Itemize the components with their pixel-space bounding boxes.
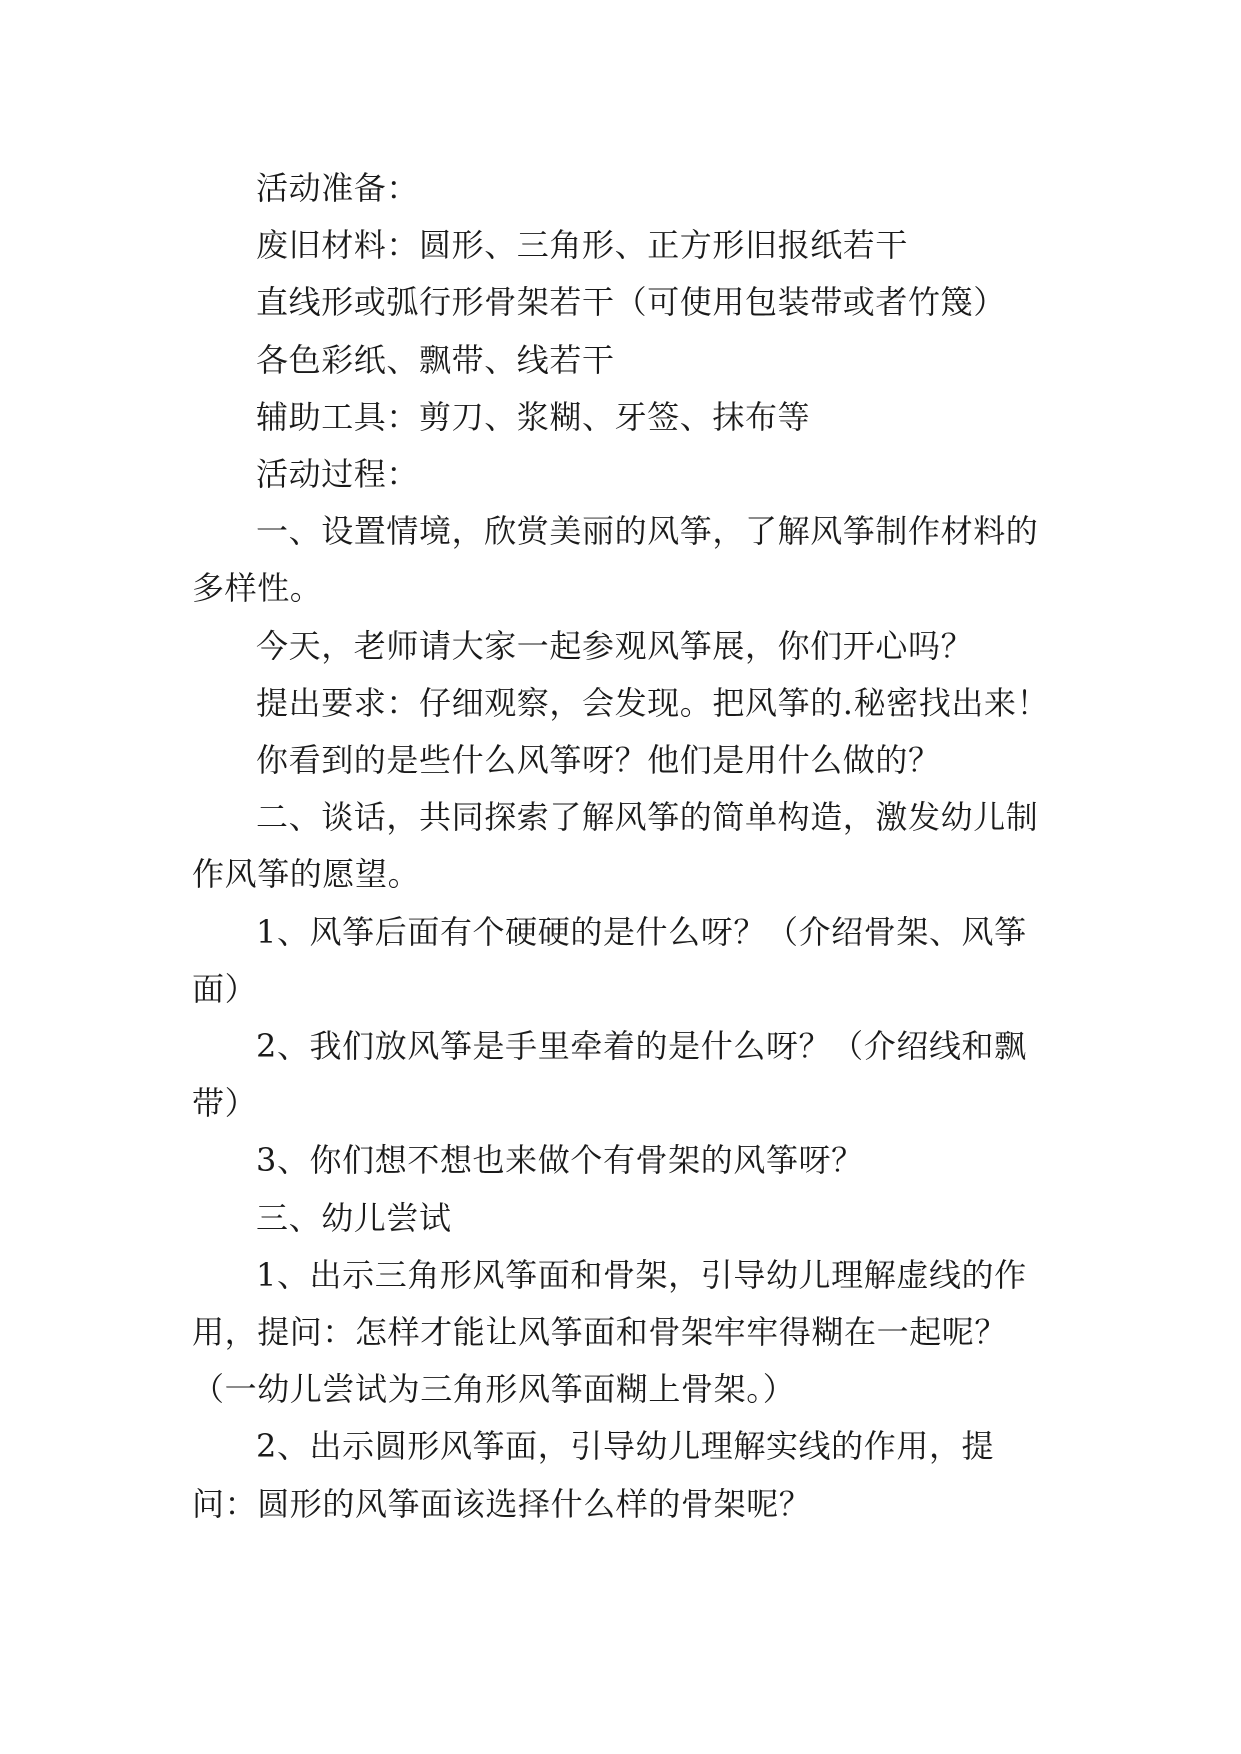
paragraph-question: 你看到的是些什么风筝呀？他们是用什么做的？	[256, 741, 941, 780]
paragraph-question-3: 3、你们想不想也来做个有骨架的风筝呀？	[256, 1141, 864, 1180]
paragraph-question-2: 2、我们放风筝是手里牵着的是什么呀？（介绍线和飘带）	[192, 1027, 1027, 1123]
paragraph-requirements: 提出要求：仔细观察，会发现。把风筝的.秘密找出来！	[256, 683, 1050, 722]
document-body	[192, 160, 1054, 1533]
paragraph-step-two: 二、谈话，共同探索了解风筝的简单构造，激发幼儿制作风筝的愿望。	[192, 798, 1039, 894]
paragraph-auxiliary-tools: 辅助工具：剪刀、浆糊、牙签、抹布等	[256, 397, 811, 436]
paragraph-circle-kite: 2、出示圆形风筝面，引导幼儿理解实线的作用，提问：圆形的风筝面该选择什么样的骨架呢？	[192, 1427, 995, 1523]
paragraph-activity-preparation: 活动准备：	[256, 169, 420, 207]
paragraph-frames: 直线形或弧行形骨架若干（可使用包装带或者竹篾）	[256, 283, 1006, 322]
paragraph-triangle-kite: 1、出示三角形风筝面和骨架，引导幼儿理解虚线的作用，提问：怎样才能让风筝面和骨架牢牢得糊在一起呢？（一幼儿尝试为三角形风筝面糊上骨架。）	[192, 1255, 1027, 1409]
paragraph-kite-exhibition: 今天，老师请大家一起参观风筝展，你们开心吗？	[256, 626, 974, 665]
paragraph-step-one: 一、设置情境，欣赏美丽的风筝，了解风筝制作材料的多样性。	[192, 512, 1039, 608]
paragraph-step-three: 三、幼儿尝试	[256, 1198, 452, 1237]
paragraph-colored-paper: 各色彩纸、飘带、线若干	[256, 340, 615, 379]
paragraph-waste-materials: 废旧材料：圆形、三角形、正方形旧报纸若干	[256, 226, 909, 265]
paragraph-question-1: 1、风筝后面有个硬硬的是什么呀？（介绍骨架、风筝面）	[192, 912, 1027, 1008]
paragraph-activity-process: 活动过程：	[256, 455, 420, 494]
